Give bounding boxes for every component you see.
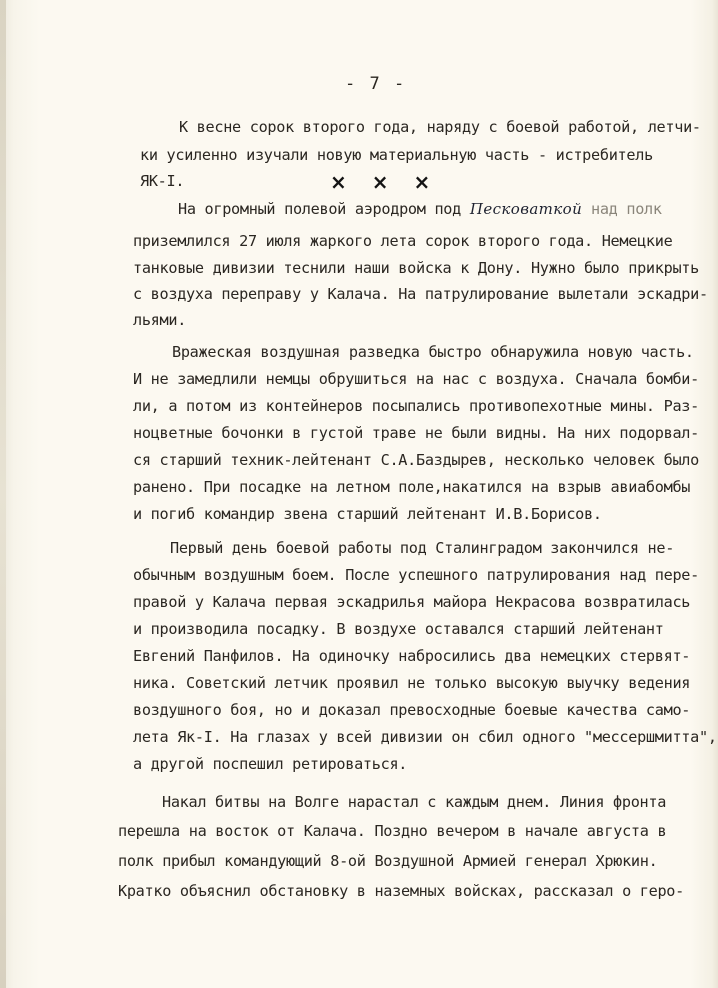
- text-line: К весне сорок второго года, наряду с боевой работой, летчи-: [179, 118, 701, 136]
- text-line: Вражеская воздушная разведка быстро обнаружила новую часть.: [172, 343, 694, 361]
- text-line: ноцветные бочонки в густой траве не были видны. На них подорвал-: [133, 424, 699, 442]
- text-line: ки усиленно изучали новую материальную часть - истребитель: [140, 146, 653, 164]
- page-number: - 7 -: [345, 74, 407, 94]
- text-line: Первый день боевой работы под Сталинградом закончился не-: [170, 539, 675, 557]
- text-line: танковые дивизии теснили наши войска к Дону. Нужно было прикрыть: [133, 259, 699, 277]
- text-line: полк прибыл командующий 8-ой Воздушной Армией генерал Хрюкин.: [118, 852, 658, 870]
- text-line: с воздуха переправу у Калача. На патрулирование вылетали эскадри-: [133, 285, 708, 303]
- page-edge-shadow: [0, 0, 6, 988]
- handwritten-insertion: Песковаткой: [469, 200, 583, 218]
- text-line: И не замедлили немцы обрушиться на нас с воздуха. Сначала бомби-: [133, 370, 699, 388]
- text-line: приземлился 27 июля жаркого лета сорок второго года. Немецкие: [133, 232, 673, 250]
- text-line: а другой поспешил ретироваться.: [133, 755, 408, 773]
- text-line: и производила посадку. В воздухе оставался старший лейтенант: [133, 620, 664, 638]
- text-line: ЯК-I.: [140, 172, 185, 190]
- section-separator-marks: × × ×: [330, 170, 440, 194]
- text-line: ся старший техник-лейтенант С.А.Баздырев, несколько человек было: [133, 451, 699, 469]
- text-line: и погиб командир звена старший лейтенант И.В.Борисов.: [133, 505, 602, 523]
- text-line: ника. Советский летчик проявил не только высокую выучку ведения: [133, 674, 691, 692]
- airfield-text-after: над полк: [582, 200, 662, 218]
- text-line: воздушного боя, но и доказал превосходные боевые качества само-: [133, 701, 691, 719]
- text-line: Кратко объяснил обстановку в наземных войсках, рассказал о геро-: [118, 882, 684, 900]
- text-line: льями.: [133, 311, 187, 329]
- airfield-text-before: На огромный полевой аэродром под: [178, 200, 470, 218]
- text-line: лета Як-I. На глазах у всей дивизии он сбил одного "мессершмитта",: [133, 728, 717, 746]
- text-line: Евгений Панфилов. На одиночку набросились два немецких стервят-: [133, 647, 691, 665]
- text-line-airfield: [178, 200, 662, 218]
- text-line: ли, а потом из контейнеров посыпались противопехотные мины. Раз-: [133, 397, 699, 415]
- text-line: перешла на восток от Калача. Поздно вечером в начале августа в: [118, 822, 667, 840]
- text-line: Накал битвы на Волге нарастал с каждым днем. Линия фронта: [162, 793, 667, 811]
- text-line: обычным воздушным боем. После успешного патрулирования над пере-: [133, 566, 699, 584]
- text-line: правой у Калача первая эскадрилья майора Некрасова возвратилась: [133, 593, 691, 611]
- text-line: ранено. При посадке на летном поле,накатился на взрыв авиабомбы: [133, 478, 691, 496]
